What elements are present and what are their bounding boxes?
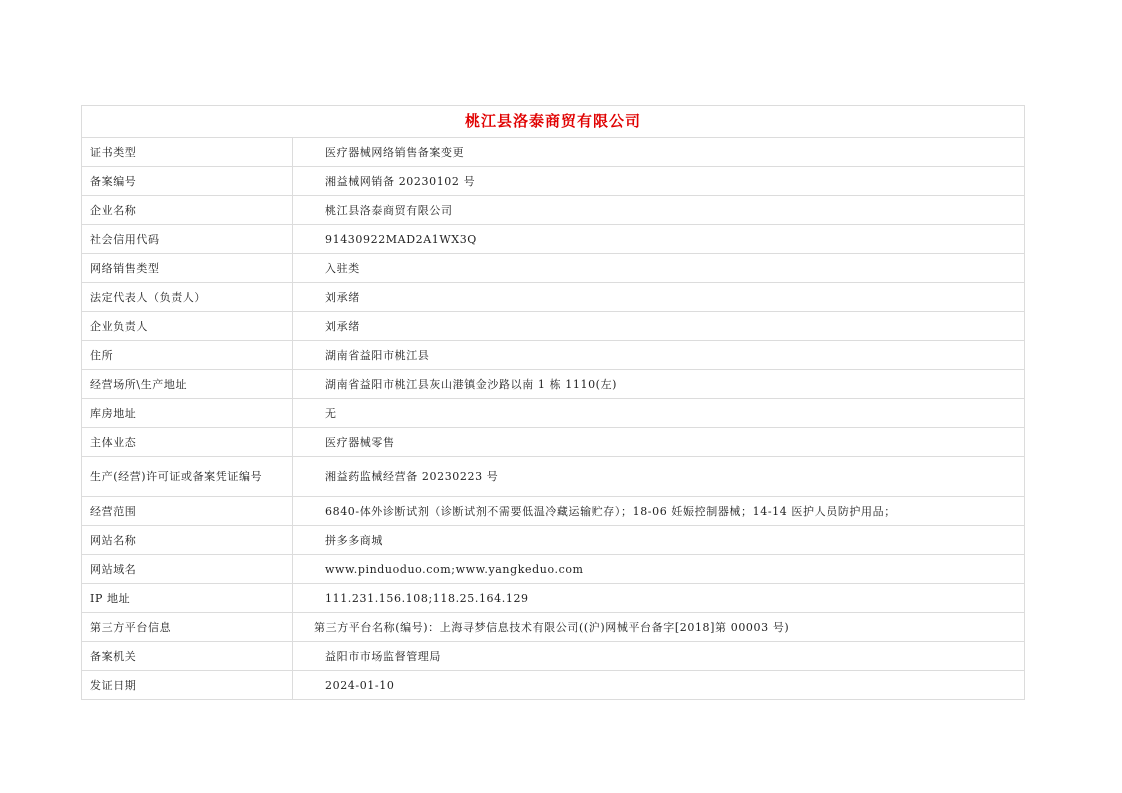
row-value: 益阳市市场监督管理局: [293, 642, 1025, 671]
table-row: [82, 671, 1025, 700]
table-row: [82, 428, 1025, 457]
row-value: 桃江县洛泰商贸有限公司: [293, 196, 1025, 225]
table-row: [82, 312, 1025, 341]
row-value: 91430922MAD2A1WX3Q: [293, 225, 1025, 254]
row-label: 法定代表人（负责人）: [82, 283, 293, 312]
row-label: 证书类型: [82, 138, 293, 167]
row-label: 网站名称: [82, 526, 293, 555]
row-value: 湘益药监械经营备 20230223 号: [293, 457, 1025, 497]
row-value: 湖南省益阳市桃江县: [293, 341, 1025, 370]
row-value: 湖南省益阳市桃江县灰山港镇金沙路以南 1 栋 1110(左): [293, 370, 1025, 399]
row-value: 拼多多商城: [293, 526, 1025, 555]
row-value: www.pinduoduo.com;www.yangkeduo.com: [293, 555, 1025, 584]
table-row: [82, 225, 1025, 254]
row-label: IP 地址: [82, 584, 293, 613]
table-row: [82, 196, 1025, 225]
row-value: 入驻类: [293, 254, 1025, 283]
company-title: 桃江县洛泰商贸有限公司: [82, 106, 1025, 138]
row-label: 第三方平台信息: [82, 613, 293, 642]
row-label: 企业名称: [82, 196, 293, 225]
row-label: 网站域名: [82, 555, 293, 584]
row-label: 主体业态: [82, 428, 293, 457]
row-value: 医疗器械网络销售备案变更: [293, 138, 1025, 167]
row-value: 刘承绪: [293, 283, 1025, 312]
title-row: [82, 106, 1025, 138]
table-row: [82, 138, 1025, 167]
table-row: [82, 283, 1025, 312]
row-value: 刘承绪: [293, 312, 1025, 341]
table-row: [82, 370, 1025, 399]
row-label: 发证日期: [82, 671, 293, 700]
record-table: [81, 105, 1025, 700]
row-value: 6840-体外诊断试剂（诊断试剂不需要低温冷藏运输贮存）；18-06 妊娠控制器械；14-14 医护人员防护用品；: [293, 497, 1025, 526]
row-value: 医疗器械零售: [293, 428, 1025, 457]
row-label: 住所: [82, 341, 293, 370]
table-row: [82, 555, 1025, 584]
table-row: [82, 613, 1025, 642]
row-label: 网络销售类型: [82, 254, 293, 283]
table-row: [82, 457, 1025, 497]
table-row: [82, 399, 1025, 428]
table-row: [82, 341, 1025, 370]
row-value: 无: [293, 399, 1025, 428]
row-label: 备案编号: [82, 167, 293, 196]
row-label: 库房地址: [82, 399, 293, 428]
row-value: 湘益械网销备 20230102 号: [293, 167, 1025, 196]
row-value: 111.231.156.108;118.25.164.129: [293, 584, 1025, 613]
row-label: 备案机关: [82, 642, 293, 671]
table-row: [82, 254, 1025, 283]
table-row: [82, 497, 1025, 526]
table-row: [82, 526, 1025, 555]
row-label: 经营范围: [82, 497, 293, 526]
table-row: [82, 584, 1025, 613]
row-label: 社会信用代码: [82, 225, 293, 254]
row-label: 企业负责人: [82, 312, 293, 341]
row-label: 经营场所\生产地址: [82, 370, 293, 399]
row-value: 第三方平台名称(编号)：上海寻梦信息技术有限公司((沪)网械平台备字[2018]第 00003 号): [293, 613, 1025, 642]
row-value: 2024-01-10: [293, 671, 1025, 700]
table-row: [82, 642, 1025, 671]
table-row: [82, 167, 1025, 196]
row-label: 生产(经营)许可证或备案凭证编号: [82, 457, 293, 497]
